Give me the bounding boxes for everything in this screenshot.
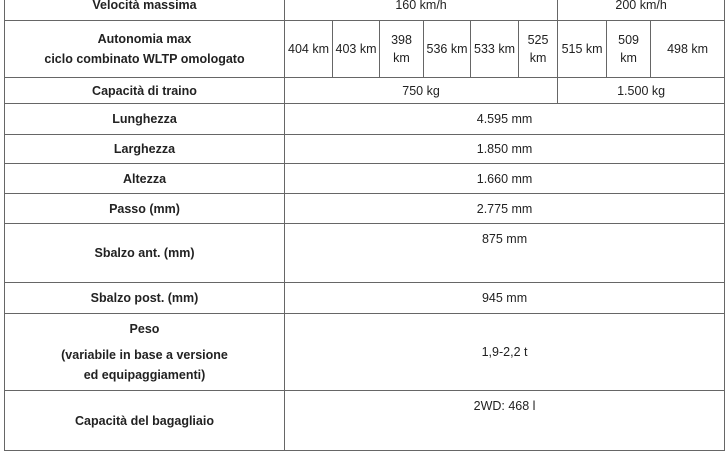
row-larghezza: [5, 135, 725, 164]
autonomia-value: 536 km: [424, 21, 471, 78]
autonomia-value: 398 km: [380, 21, 424, 78]
label-autonomia-1: Autonomia max: [97, 32, 192, 46]
autonomia-value: 525 km: [519, 21, 558, 78]
label-peso-2: (variabile in base a versione ed equipaggiamenti): [61, 348, 228, 382]
row-velocita: [5, 0, 725, 21]
label-peso-1: Peso: [129, 322, 160, 336]
label-passo: Passo (mm): [5, 194, 285, 224]
label-autonomia: [5, 21, 285, 78]
label-larghezza: Larghezza: [5, 135, 285, 164]
row-traino: [5, 78, 725, 104]
label-altezza: Altezza: [5, 164, 285, 194]
value-bagagliaio: 2WD: 468 l: [285, 391, 725, 451]
row-passo: [5, 194, 725, 224]
row-lunghezza: [5, 104, 725, 135]
row-sbalzo-ant: [5, 224, 725, 283]
autonomia-value: 403 km: [333, 21, 380, 78]
row-altezza: [5, 164, 725, 194]
label-velocita: Velocità massima: [5, 0, 285, 21]
autonomia-value: 498 km: [651, 21, 725, 78]
row-peso: [5, 314, 725, 391]
value-passo: 2.775 mm: [285, 194, 725, 224]
value-altezza: 1.660 mm: [285, 164, 725, 194]
autonomia-value: 515 km: [558, 21, 607, 78]
autonomia-value: 404 km: [285, 21, 333, 78]
spec-table: [4, 0, 725, 451]
label-lunghezza: Lunghezza: [5, 104, 285, 135]
value-velocita-1: 160 km/h: [285, 0, 558, 21]
label-sbalzo-ant: Sbalzo ant. (mm): [5, 224, 285, 283]
value-larghezza: 1.850 mm: [285, 135, 725, 164]
value-traino-2: 1.500 kg: [558, 78, 725, 104]
label-traino: Capacità di traino: [5, 78, 285, 104]
label-autonomia-2: ciclo combinato WLTP omologato: [44, 52, 245, 66]
value-sbalzo-ant: 875 mm: [285, 224, 725, 283]
value-velocita-2: 200 km/h: [558, 0, 725, 21]
label-sbalzo-post: Sbalzo post. (mm): [5, 283, 285, 314]
autonomia-value: 533 km: [471, 21, 519, 78]
value-lunghezza: 4.595 mm: [285, 104, 725, 135]
row-autonomia: [5, 21, 725, 78]
row-sbalzo-post: [5, 283, 725, 314]
value-peso: 1,9-2,2 t: [285, 314, 725, 391]
label-bagagliaio: Capacità del bagagliaio: [5, 391, 285, 451]
value-traino-1: 750 kg: [285, 78, 558, 104]
autonomia-value: 509 km: [607, 21, 651, 78]
row-bagagliaio: [5, 391, 725, 451]
value-sbalzo-post: 945 mm: [285, 283, 725, 314]
label-peso: [5, 314, 285, 391]
